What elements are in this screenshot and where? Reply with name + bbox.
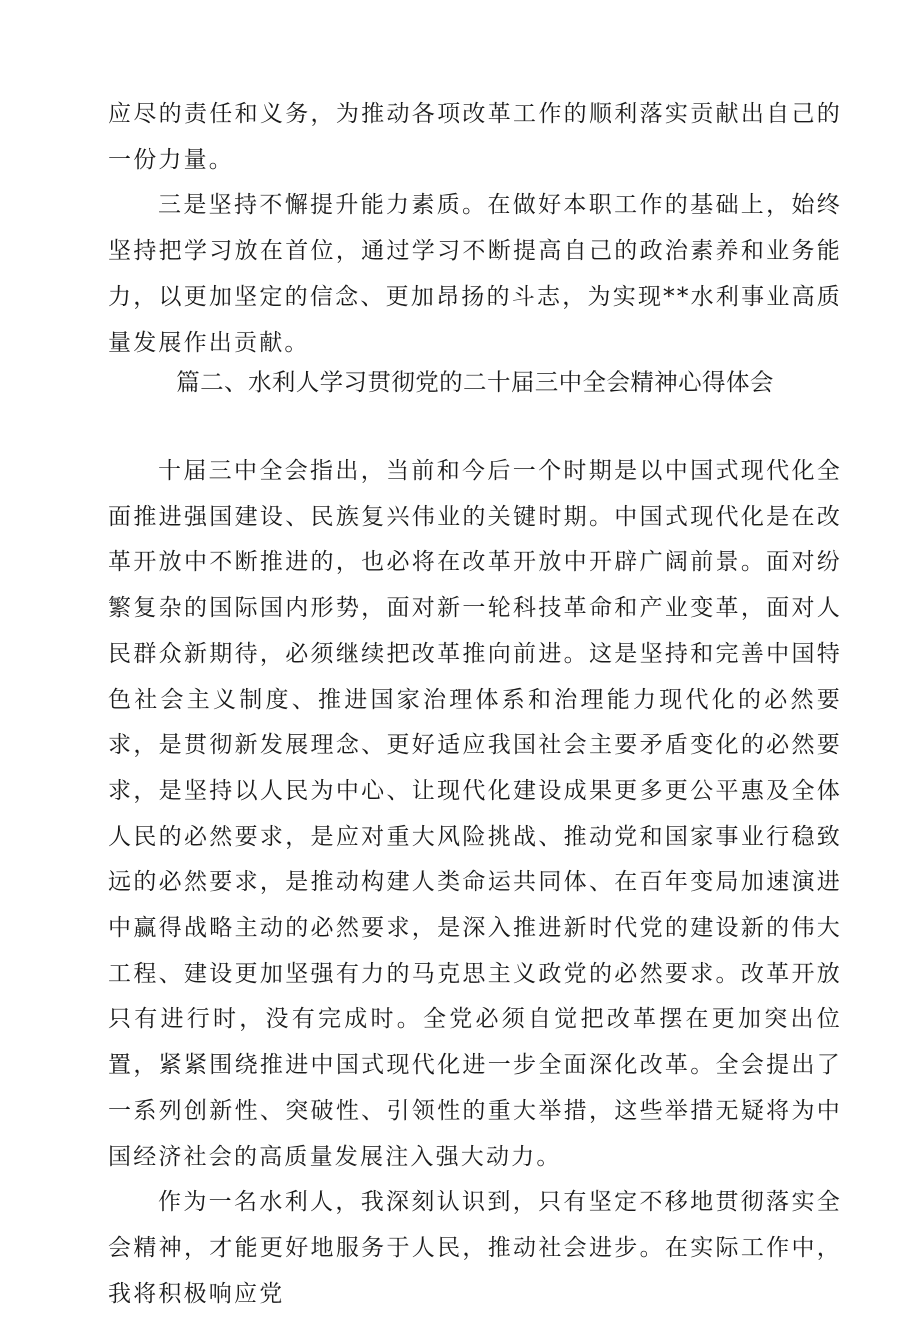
section-one-tail [108, 92, 842, 366]
point-three-paragraph: 三是坚持不懈提升能力素质。在做好本职工作的基础上，始终坚持把学习放在首位，通过学习不断提高自己的政治素养和业务能力，以更加坚定的信念、更加昂扬的斗志，为实现**水利事业高质量发展作出贡献。 [108, 192, 842, 356]
continuation-paragraph: 应尽的责任和义务，为推动各项改革工作的顺利落实贡献出自己的一份力量。 [108, 101, 842, 173]
section-two-body [108, 449, 842, 1317]
paragraph-two: 作为一名水利人，我深刻认识到，只有坚定不移地贯彻落实全会精神，才能更好地服务于人民，推动社会进步。在实际工作中，我将积极响应党 [108, 1189, 842, 1307]
paragraph-one: 十届三中全会指出，当前和今后一个时期是以中国式现代化全面推进强国建设、民族复兴伟业的关键时期。中国式现代化是在改革开放中不断推进的，也必将在改革开放中开辟广阔前景。面对纷繁复杂的国际国内形势，面对新一轮科技革命和产业变革，面对人民群众新期待，必须继续把改革推向前进。这是坚持和完善中国特色社会主义制度、推进国家治理体系和治理能力现代化的必然要求，是贯彻新发展理念、更好适应我国社会主要矛盾变化的必然要求，是坚持以人民为中心、让现代化建设成果更多更公平惠及全体人民的必然要求，是应对重大风险挑战、推动党和国家事业行稳致远的必然要求，是推动构建人类命运共同体、在百年变局加速演进中赢得战略主动的必然要求，是深入推进新时代党的建设新的伟大工程、建设更加坚强有力的马克思主义政党的必然要求。改革开放只有进行时，没有完成时。全党必须自觉把改革摆在更加突出位置，紧紧围绕推进中国式现代化进一步全面深化改革。全会提出了一系列创新性、突破性、引领性的重大举措，这些举措无疑将为中国经济社会的高质量发展注入强大动力。 [108, 458, 842, 1170]
section-title: 篇二、水利人学习贯彻党的二十届三中全会精神心得体会 [176, 368, 774, 396]
